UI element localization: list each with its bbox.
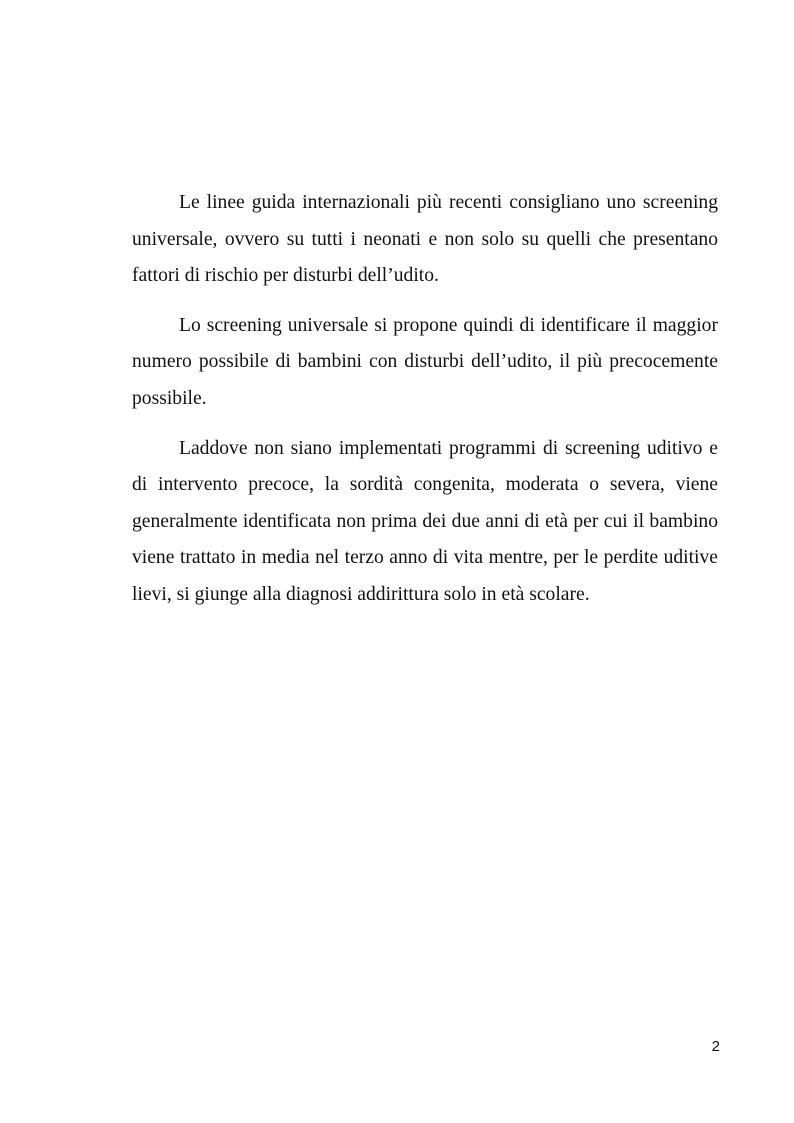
body-text xyxy=(132,185,718,627)
paragraph-1: Le linee guida internazionali più recenti consigliano uno screening universale, ovvero su tutti i neonati e non solo su quelli che presentano fattori di rischio per disturbi dell’udito. xyxy=(132,192,718,287)
page-number: 2 xyxy=(711,1038,720,1055)
paragraph-2: Lo screening universale si propone quindi di identificare il maggior numero possibile di bambini con disturbi dell’udito, il più precocemente possibile. xyxy=(132,314,718,409)
paragraph-3: Laddove non siano implementati programmi di screening uditivo e di intervento precoce, la sordità congenita, moderata o severa, viene generalmente identificata non prima dei due anni di età per cui il bambino viene trattato in media nel terzo anno di vita mentre, per le perdite uditive lievi, si giunge alla diagnosi addirittura solo in età scolare. xyxy=(132,437,718,605)
